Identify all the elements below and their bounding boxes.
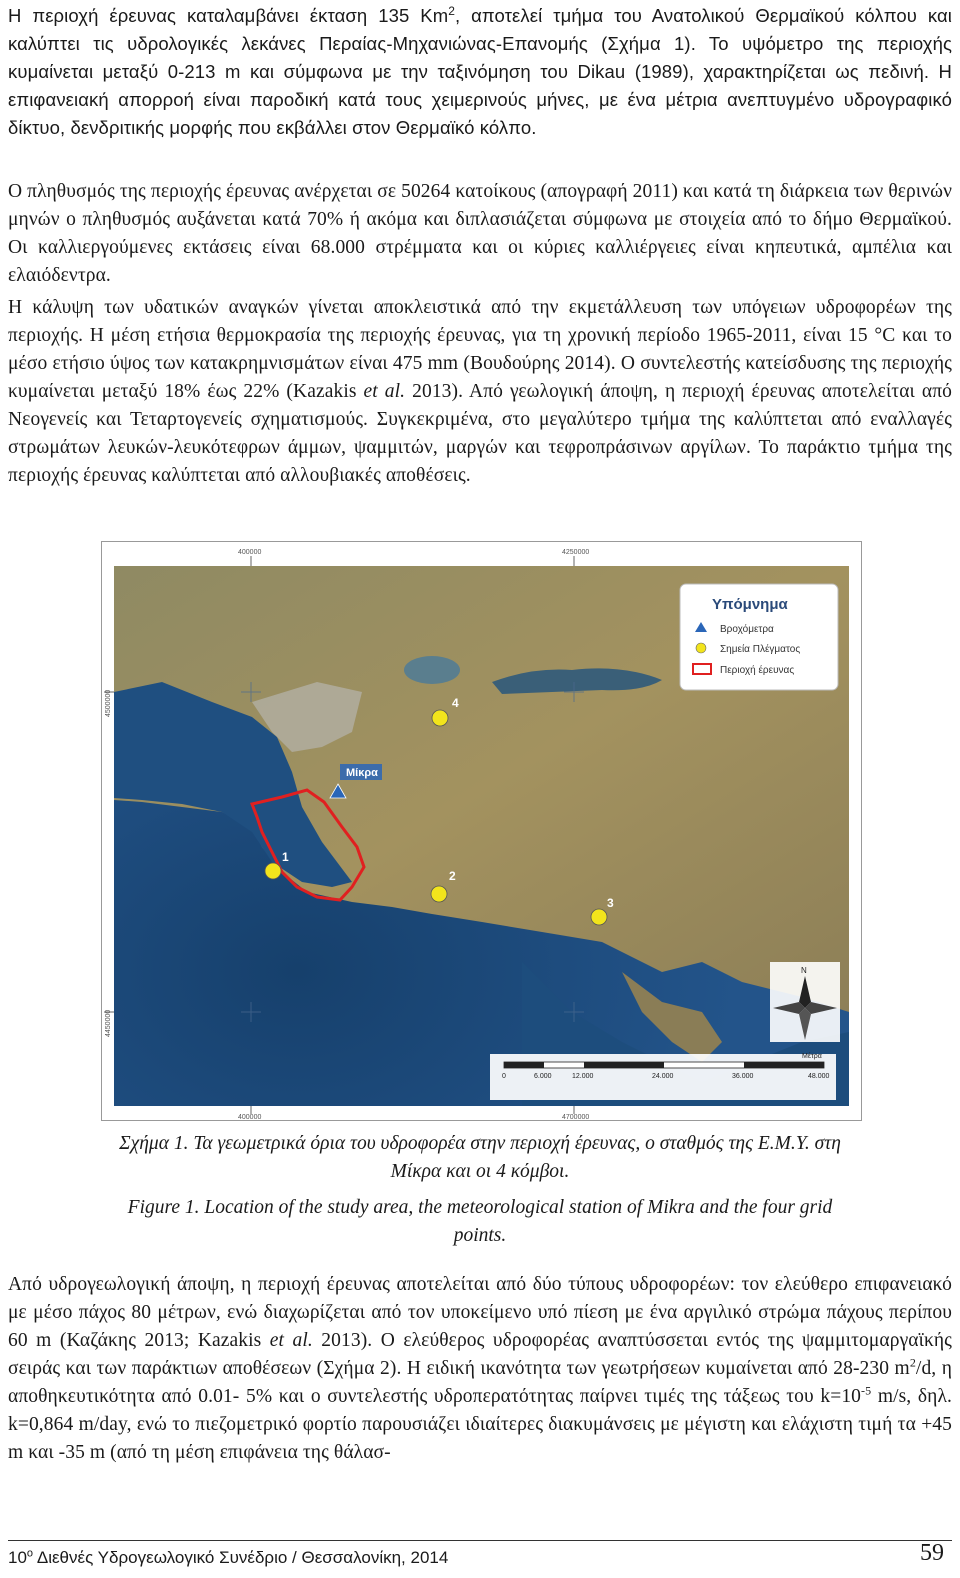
text-run: , αποτελεί τμήμα του Ανατολικού Θερμαϊκού κόλπου και καλύπτει τις υδρολογικές λεκάνες Περαίας-Μηχανιώνας-Επανομής (Σχήμα 1). Το υψόμετρο της περιοχής κυμαίνεται μεταξύ 0-213 m και σύμφωνα με την ταξινόμηση του Dikau (1989), χαρακτηρίζεται ως πεδινή. Η επιφανειακή απορροή είναι παροδική κατά τους χειμερινούς μήνες, με ένα μέτρια ανεπτυγμένο υδρογραφικό δίκτυο, δενδριτικής μορφής που εκβάλλει στον Θερμαϊκό κόλπο. (8, 5, 952, 138)
figure-caption-english (8, 1194, 952, 1250)
station-label: Μίκρα (346, 767, 378, 779)
scale-tick: 48.000 (808, 1073, 830, 1080)
scale-tick: 12.000 (572, 1073, 594, 1080)
grid-point-2 (431, 886, 447, 902)
et-al: et al. (269, 1330, 313, 1351)
text-run: Η κάλυψη των υδατικών αναγκών γίνεται αποκλειστικά από την εκμετάλλευση των υπόγειων υδροφορέων της περιοχής. Η μέση ετήσια θερμοκρασία της περιοχής έρευνας, για τη χρονική περίοδο 1965-2011, είναι 15 °C και το μέσο ετήσιο ύψος των κατακρημνισμάτων είναι 475 mm (Βουδούρης 2014). Ο συντελεστής κατείσδυσης της περιοχής κυμαίνεται μεταξύ 18% έως 22% (Kazakis (8, 297, 952, 402)
text-run: m/s, δηλ. k=0,864 m/day, ενώ το πιεζομετρικό φορτίο παρουσιάζει ιδιαίτερες διακυμάνσεις με μέγιστη και ελάχιστη τιμή τα +45 m και -35 m (από τη μέση επιφάνεια της θάλασ- (8, 1386, 952, 1463)
page-footer (8, 1536, 952, 1576)
coord-label-bottom: 4700000 (562, 1114, 590, 1120)
coord-label-left: 4500000 (105, 689, 112, 717)
scale-bar (490, 1052, 836, 1100)
footer-ordinal: 10 (8, 1548, 27, 1567)
conference-name (8, 1548, 448, 1568)
legend-item: Σημεία Πλέγματος (720, 644, 801, 655)
footer-conference: Διεθνές Υδρογεωλογικό Συνέδριο / Θεσσαλονίκη, 2014 (33, 1548, 449, 1567)
caption-line: points. (453, 1225, 507, 1246)
superscript: -5 (861, 1383, 872, 1398)
scale-unit: Μέτρα (802, 1053, 822, 1060)
grid-point-label: 1 (282, 850, 289, 864)
paragraph-water-needs (8, 294, 952, 490)
coord-label-top: 400000 (238, 549, 262, 556)
study-area-map (101, 541, 862, 1121)
figure-caption-greek (8, 1130, 952, 1186)
legend-title: Υπόμνημα (712, 596, 788, 613)
legend-item: Περιοχή έρευνας (720, 665, 795, 676)
grid-point-label: 4 (452, 696, 459, 710)
text-run: Από υδρογεωλογική άποψη, η περιοχή έρευνας αποτελείται από δύο τύπους υδροφορέων: τον ελεύθερο επιφανειακό με μέσο πάχος 80 μέτρων, ενώ διαχωρίζεται από τον υποκείμενο υπό πίεση με ένα αργιλικό στρώμα πάχους περίπου 60 m (Καζάκης 2013; Kazakis (8, 1274, 952, 1351)
page-number: 59 (920, 1540, 944, 1566)
grid-point-4 (432, 710, 448, 726)
text-run: Η περιοχή έρευνας καταλαμβάνει έκταση 135 Km (8, 5, 449, 26)
coord-label-bottom: 400000 (238, 1114, 262, 1120)
legend-point-icon (696, 643, 706, 653)
scale-tick: 6.000 (534, 1073, 552, 1080)
caption-line: Σχήμα 1. Τα γεωμετρικά όρια του υδροφορέα στην περιοχή έρευνας, ο σταθμός της Ε.Μ.Υ. στη (119, 1133, 841, 1154)
map-legend (680, 584, 838, 690)
scale-tick: 0 (502, 1073, 506, 1080)
caption-line: Figure 1. Location of the study area, the meteorological station of Mikra and the four grid (127, 1197, 833, 1218)
footer-divider (8, 1540, 952, 1541)
paragraph-population: Ο πληθυσμός της περιοχής έρευνας ανέρχεται σε 50264 κατοίκους (απογραφή 2011) και κατά τη διάρκεια των θερινών μηνών ο πληθυσμός αυξάνεται κατά 70% ή ακόμα και διπλασιάζεται σύμφωνα με στοιχεία από το δήμο Θερμαϊκού. Οι καλλιεργούμενες εκτάσεις είναι 68.000 στρέμματα και οι κύριες καλλιέργειες είναι κηπευτικά, αμπέλια και ελαιόδεντρα. (8, 181, 952, 286)
text-run: /d, η αποθηκευτικότητα από 0.01- 5% και ο συντελεστής υδροπερατότητας παίρνει τιμές της τάξεως του k=10 (8, 1358, 952, 1407)
caption-line: Μίκρα και οι 4 κόμβοι. (390, 1161, 570, 1182)
grid-point-1 (265, 863, 281, 879)
text-run: 2013). Από γεωλογική άποψη, η περιοχή έρευνας αποτελείται από Νεογενείς και Τεταρτογενείς σχηματισμούς. Συγκεκριμένα, στο μεγαλύτερο τμήμα της καλύπτεται από εναλλαγές στρωμάτων λευκών-λευκότεφρων άμμων, ψαμμιτών, μαργών και τεφροπράσινων αργίλων. Το παράκτιο τμήμα της περιοχής έρευνας καλύπτεται από αλλουβιακές αποθέσεις. (8, 381, 952, 486)
grid-point-label: 3 (607, 896, 614, 910)
lake-koroneia (404, 656, 460, 684)
text-run: 2013). Ο ελεύθερος υδροφορέας αναπτύσσεται εντός της ψαμμιτομαργαϊκής σειράς και των παράκτιων αποθέσεων (Σχήμα 2). Η ειδική ικανότητα των γεωτρήσεων κυμαίνεται από 28-230 m (8, 1330, 952, 1379)
north-label: N (801, 966, 807, 975)
north-arrow-icon (770, 962, 840, 1042)
superscript: 2 (448, 3, 455, 18)
et-al: et al. (363, 381, 406, 402)
paragraph-study-area (8, 2, 952, 142)
legend-item: Βροχόμετρα (720, 624, 774, 635)
superscript: 2 (909, 1355, 916, 1370)
paragraph-hydrogeology (8, 1271, 952, 1467)
scale-tick: 24.000 (652, 1073, 674, 1080)
coord-label-top: 4250000 (562, 549, 590, 556)
grid-point-3 (591, 909, 607, 925)
scale-tick: 36.000 (732, 1073, 754, 1080)
footer-ordinal-sup: ο (26, 1547, 34, 1560)
coord-label-left: 4450000 (105, 1009, 112, 1037)
grid-point-label: 2 (449, 869, 456, 883)
